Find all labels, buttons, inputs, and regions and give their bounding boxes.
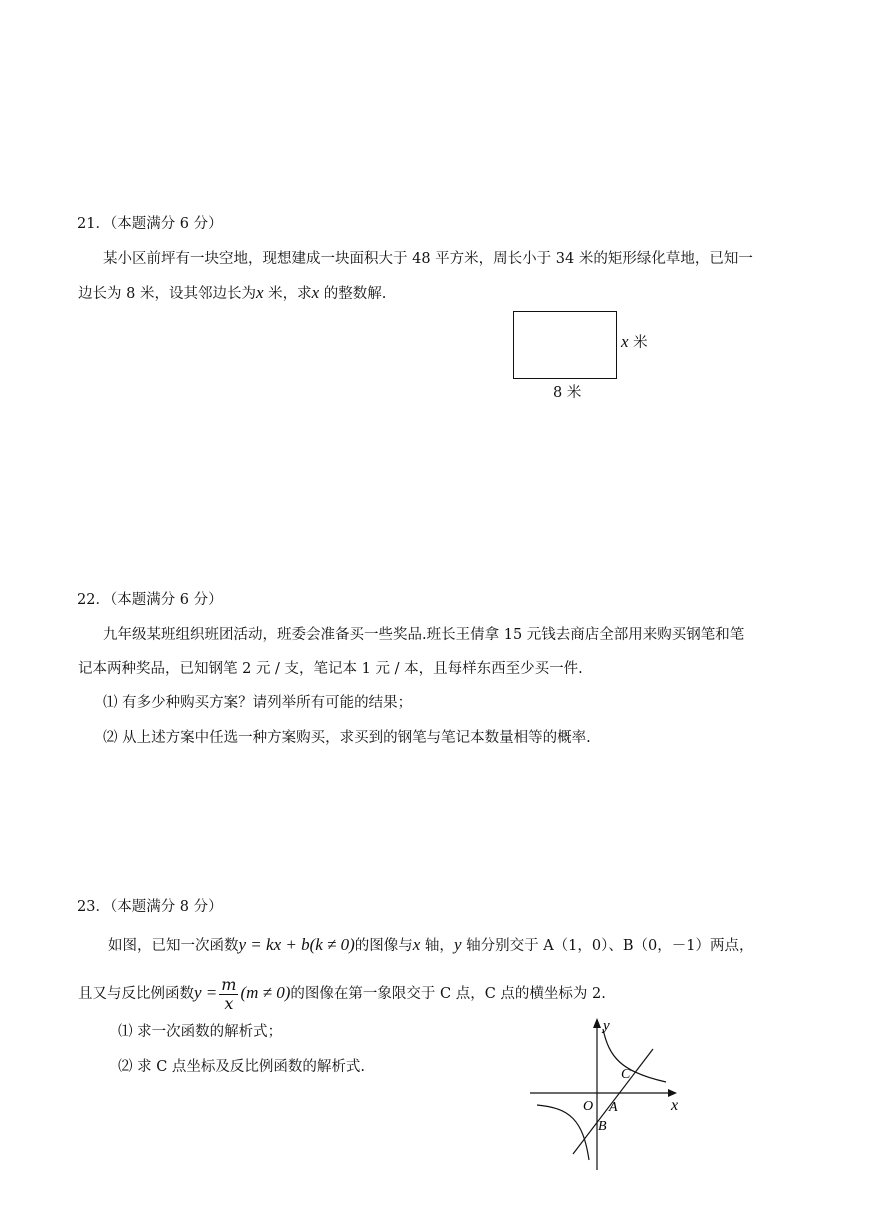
q23-text-line1: 如图，已知一次函数y = kx + b(k ≠ 0)的图像与x 轴，y 轴分别交于 A（1，0）、B（0，－1）两点，: [108, 935, 754, 954]
q23-text-line2: 且又与反比例函数y = $\frac{m}{x}$ (m ≠ 0)的图像在第一象限交于 C 点，C 点的横坐标为 2.: [78, 974, 606, 1013]
q22-text-line1: 九年级某班组织班团活动，班委会准备买一些奖品.班长王倩拿 15 元钱去商店全部用来购买钢笔和笔: [103, 627, 745, 643]
hyperbola-branch-q3: [537, 1105, 589, 1160]
graph-label-a: A: [609, 1100, 618, 1115]
q23-fraction: $\frac{m}{x}$: [221, 974, 237, 1013]
graph-label-b: B: [598, 1119, 607, 1134]
q23-header: 23．（本题满分 8 分）: [77, 899, 223, 915]
q21-text-line2: 边长为 8 米，设其邻边长为x 米，求x 的整数解.: [78, 283, 387, 302]
graph-label-x: x: [671, 1097, 679, 1114]
q23-subquestion-1: ⑴ 求一次函数的解析式；: [118, 1024, 283, 1040]
q21-bottom-label: 8 米: [553, 385, 582, 401]
y-axis-arrow-icon: [593, 1018, 601, 1028]
q21-side-label: x 米: [621, 332, 648, 351]
q23-subquestion-2: ⑵ 求 C 点坐标及反比例函数的解析式.: [118, 1059, 366, 1075]
graph-label-origin: O: [583, 1099, 594, 1114]
q23-linear-equation: y = kx + b(k ≠ 0): [238, 935, 355, 954]
q23-coordinate-graph: [525, 1012, 700, 1177]
graph-label-c: C: [621, 1067, 631, 1082]
q21-rectangle-figure: [513, 311, 617, 379]
graph-label-y: y: [603, 1018, 610, 1034]
q22-header: 22．（本题满分 6 分）: [77, 592, 223, 608]
x-axis-arrow-icon: [668, 1089, 677, 1097]
q21-header: 21．（本题满分 6 分）: [77, 216, 223, 232]
q22-subquestion-1: ⑴ 有多少种购买方案？请列举所有可能的结果；: [103, 695, 413, 711]
q21-text-line1: 某小区前坪有一块空地，现想建成一块面积大于 48 平方米，周长小于 34 米的矩形绿化草地，已知一: [103, 251, 753, 267]
q22-text-line2: 记本两种奖品，已知钢笔 2 元 / 支，笔记本 1 元 / 本，且每样东西至少买一件.: [78, 661, 583, 677]
q22-subquestion-2: ⑵ 从上述方案中任选一种方案购买，求买到的钢笔与笔记本数量相等的概率.: [103, 730, 591, 746]
